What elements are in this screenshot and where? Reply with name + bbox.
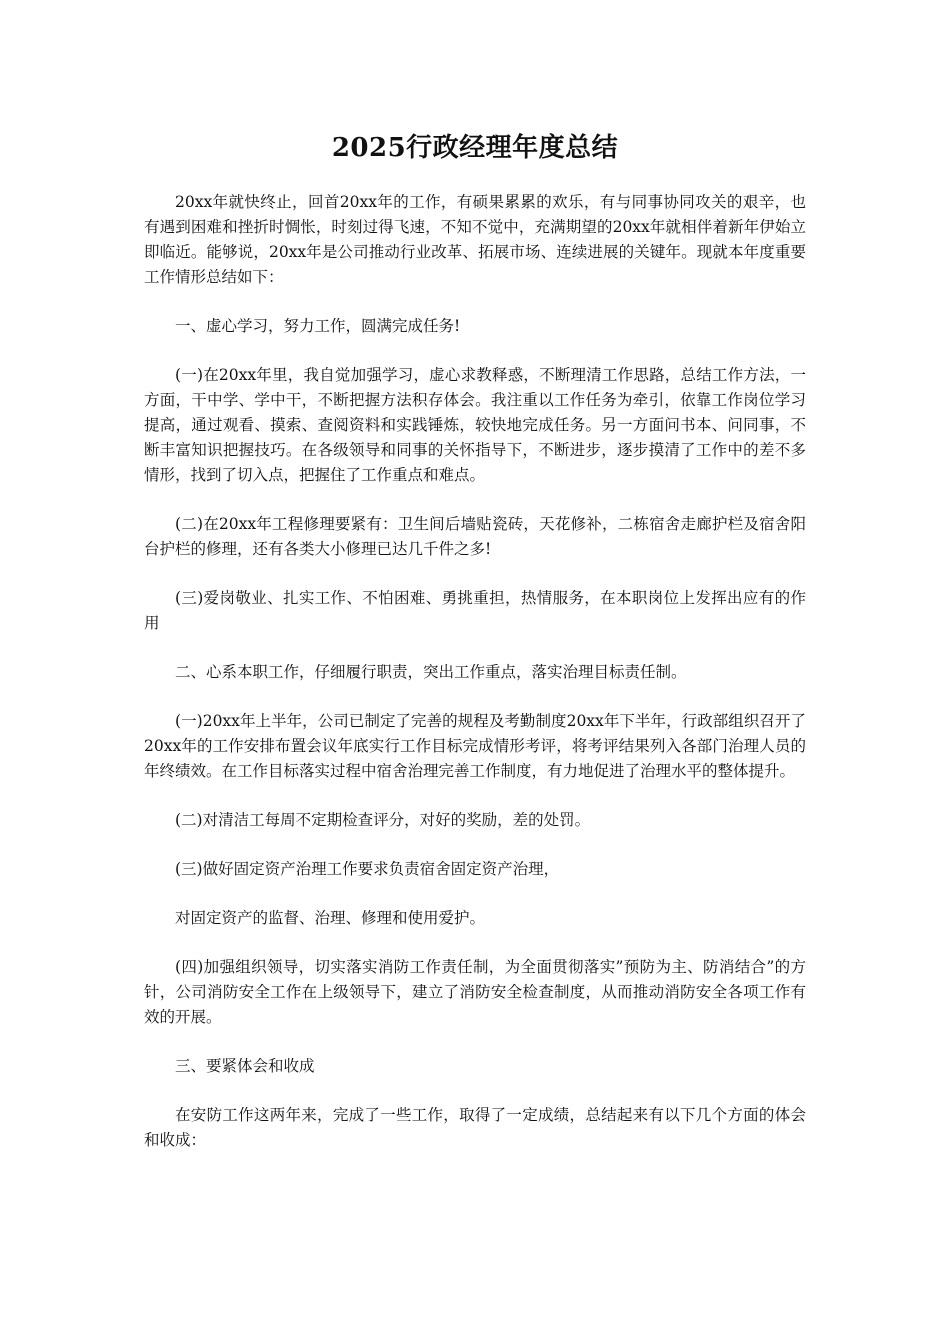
paragraph-section-2-item-3-cont: 对固定资产的监督、治理、修理和使用爱护。 xyxy=(175,909,486,927)
paragraph-section-1-item-2: (二)在20xx年工程修理要紧有：卫生间后墙贴瓷砖，天花修补，二栋宿舍走廊护栏及宿舍阳台护栏的修理，还有各类大小修理已达几千件之多! xyxy=(144,515,806,558)
paragraph-section-2-item-3: (三)做好固定资产治理工作要求负责宿舍固定资产治理， xyxy=(175,860,560,878)
paragraph-section-1-heading: 一、虚心学习，努力工作，圆满完成任务! xyxy=(175,317,461,335)
paragraph-section-2-heading: 二、心系本职工作，仔细履行职责，突出工作重点，落实治理目标责任制。 xyxy=(175,663,687,681)
paragraph-intro: 20xx年就快终止，回首20xx年的工作，有硕果累累的欢乐，有与同事协同攻关的艰辛，也有遇到困难和挫折时惆怅，时刻过得飞速，不知不觉中，充满期望的20xx年就相伴着新年伊始立即临近。能够说，20xx年是公司推动行业改革、拓展市场、连续进展的关键年。现就本年度重要工作情形总结如下： xyxy=(144,193,806,286)
paragraph-section-1-item-3: (三)爱岗敬业、扎实工作、不怕困难、勇挑重担，热情服务，在本职岗位上发挥出应有的作用 xyxy=(144,589,806,632)
paragraph-section-2-item-4: (四)加强组织领导，切实落实消防工作责任制，为全面贯彻落实”预防为主、防消结合”的方针，公司消防安全工作在上级领导下，建立了消防安全检查制度，从而推动消防安全各项工作有效的开展。 xyxy=(144,958,806,1026)
document-page xyxy=(144,128,806,1177)
paragraph-section-3-heading: 三、要紧体会和收成 xyxy=(175,1057,315,1075)
document-title: 2025行政经理年度总结 xyxy=(331,133,619,163)
paragraph-section-1-item-1: (一)在20xx年里，我自觉加强学习，虚心求教释惑，不断理清工作思路，总结工作方法，一方面，干中学、学中干，不断把握方法积存体会。我注重以工作任务为牵引，依靠工作岗位学习提高，通过观看、摸索、查阅资料和实践锤炼，较快地完成任务。另一方面问书本、问同事，不断丰富知识把握技巧。在各级领导和同事的关怀指导下，不断进步，逐步摸清了工作中的差不多情形，找到了切入点，把握住了工作重点和难点。 xyxy=(144,366,806,484)
paragraph-section-2-item-2: (二)对清洁工每周不定期检查评分，对好的奖励，差的处罚。 xyxy=(175,811,591,829)
paragraph-section-2-item-1: (一)20xx年上半年，公司已制定了完善的规程及考勤制度20xx年下半年，行政部组织召开了20xx年的工作安排布置会议年底实行工作目标完成情形考评，将考评结果列入各部门治理人员的年终绩效。在工作目标落实过程中宿舍治理完善工作制度，有力地促进了治理水平的整体提升。 xyxy=(144,712,806,780)
paragraph-section-3-body: 在安防工作这两年来，完成了一些工作，取得了一定成绩，总结起来有以下几个方面的体会和收成： xyxy=(144,1106,806,1149)
